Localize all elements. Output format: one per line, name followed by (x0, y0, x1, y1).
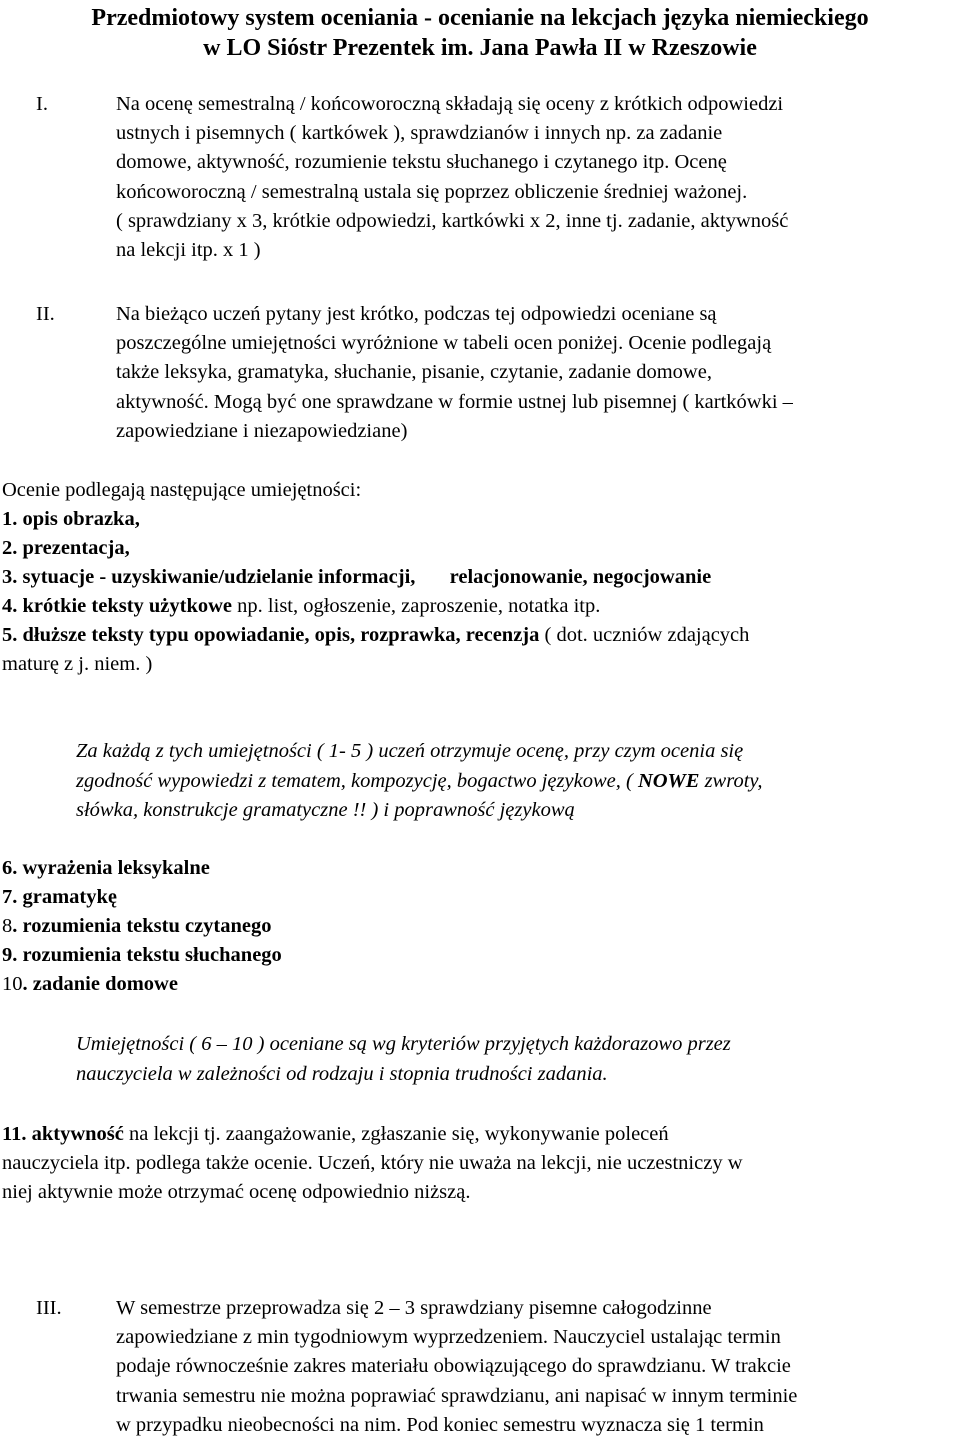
skills-intro: Ocenie podlegają następujące umiejętności: (2, 479, 362, 501)
section-1-paragraph (116, 90, 954, 265)
criteria-note (76, 1030, 956, 1089)
document-title-line-1: Przedmiotowy system oceniania - ocenianie na lekcjach języka niemieckiego (91, 5, 869, 31)
note-line: Umiejętności ( 6 – 10 ) oceniane są wg kryteriów przyjętych każdorazowo przez (76, 1033, 731, 1055)
skill-item-10-text: . zadanie domowe (22, 973, 178, 995)
skill-item-4 (2, 592, 952, 621)
section-3-line: podaje równocześnie zakres materiału obowiązującego do sprawdzianu. W trakcie (116, 1355, 791, 1378)
skill-item-1: 1. opis obrazka, (2, 508, 140, 530)
skill-item-11-line-2: nauczyciela itp. podlega także ocenie. Uczeń, który nie uważa na lekcji, nie uczestniczy w (2, 1152, 743, 1174)
skill-item-3-part-b: relacjonowanie, negocjowanie (449, 566, 712, 588)
note-line (76, 767, 956, 797)
section-3-line: W semestrze przeprowadza się 2 – 3 sprawdziany pisemne całogodzinne (116, 1297, 712, 1319)
skill-item-9: 9. rozumienia tekstu słuchanego (2, 944, 282, 966)
section-1-line: końcoworoczną / semestralną ustala się poprzez obliczenie średniej ważonej. (116, 180, 748, 203)
skills-grading-note (76, 737, 956, 826)
section-3-line: trwania semestru nie można poprawiać sprawdzianu, ani napisać w innym terminie (116, 1384, 798, 1407)
section-1-line: Na ocenę semestralną / końcoworoczną składają się oceny z krótkich odpowiedzi (116, 93, 784, 115)
section-1-line: domowe, aktywność, rozumienie tekstu słuchanego i czytanego itp. Ocenę (116, 151, 727, 174)
skill-item-5 (2, 621, 952, 650)
section-2-line: także leksyka, gramatyka, słuchanie, pisanie, czytanie, zadanie domowe, (116, 361, 712, 384)
skill-item-8 (2, 912, 272, 941)
skill-item-11-text: na lekcji tj. zaangażowanie, zgłaszanie się, wykonywanie poleceń (123, 1123, 669, 1145)
skill-item-5-continuation: maturę z j. niem. ) (2, 653, 153, 675)
skill-item-8-text: . rozumienia tekstu czytanego (12, 915, 272, 937)
section-3-line: zapowiedziane z min tygodniowym wyprzedzeniem. Nauczyciel ustalając termin (116, 1326, 781, 1349)
skill-item-4-text: np. list, ogłoszenie, zaproszenie, notatka itp. (232, 595, 601, 617)
note-emphasis: NOWE (637, 769, 700, 792)
note-line: nauczyciela w zależności od rodzaju i stopnia trudności zadania. (76, 1062, 608, 1085)
skill-item-11 (2, 1120, 952, 1149)
skill-item-5-label: 5. dłuższe teksty typu opowiadanie, opis, rozprawka, recenzja (2, 624, 540, 646)
section-1-line: ustnych i pisemnych ( kartkówek ), sprawdzianów i innych np. za zadanie (116, 122, 723, 145)
skill-item-3-part-a: 3. sytuacje - uzyskiwanie/udzielanie informacji, (2, 566, 416, 588)
skill-item-6: 6. wyrażenia leksykalne (2, 857, 210, 879)
document-title-line-2: w LO Sióstr Prezentek im. Jana Pawła II w Rzeszowie (203, 35, 757, 61)
skill-item-10 (2, 970, 178, 999)
section-1-line: na lekcji itp. x 1 ) (116, 239, 261, 262)
note-text: zgodność wypowiedzi z tematem, kompozycję, bogactwo językowe, ( (76, 769, 638, 792)
skill-item-2: 2. prezentacja, (2, 537, 130, 559)
skill-item-11-label: 11. aktywność (2, 1123, 124, 1145)
section-2-line: poszczególne umiejętności wyróżnione w tabeli ocen poniżej. Ocenie podlegają (116, 332, 772, 355)
section-1-numeral: I. (36, 93, 48, 115)
skill-item-8-number: 8 (2, 915, 13, 937)
section-2-line: Na bieżąco uczeń pytany jest krótko, podczas tej odpowiedzi oceniane są (116, 303, 717, 325)
note-line: Za każdą z tych umiejętności ( 1- 5 ) uczeń otrzymuje ocenę, przy czym ocenia się (76, 740, 744, 762)
section-2-paragraph (116, 300, 954, 446)
note-line: słówka, konstrukcje gramatyczne !! ) i poprawność językową (76, 799, 575, 821)
skill-item-10-number: 10 (2, 973, 23, 995)
skill-item-4-label: 4. krótkie teksty użytkowe (2, 595, 233, 617)
skill-item-3 (2, 563, 952, 592)
section-1-line: ( sprawdziany x 3, krótkie odpowiedzi, kartkówki x 2, inne tj. zadanie, aktywność (116, 209, 789, 232)
section-3-paragraph (116, 1294, 954, 1440)
section-3-numeral: III. (36, 1297, 62, 1319)
note-text: zwroty, (699, 769, 763, 792)
section-2-line: aktywność. Mogą być one sprawdzane w formie ustnej lub pisemnej ( kartkówki – (116, 390, 793, 413)
skill-item-5-text: ( dot. uczniów zdających (539, 624, 750, 646)
section-2-line: zapowiedziane i niezapowiedziane) (116, 419, 408, 442)
section-2-numeral: II. (36, 303, 55, 325)
section-3-line: w przypadku nieobecności na nim. Pod koniec semestru wyznacza się 1 termin (116, 1413, 764, 1436)
skill-item-7: 7. gramatykę (2, 886, 118, 908)
skill-item-11-line-3: niej aktywnie może otrzymać ocenę odpowiednio niższą. (2, 1181, 471, 1203)
